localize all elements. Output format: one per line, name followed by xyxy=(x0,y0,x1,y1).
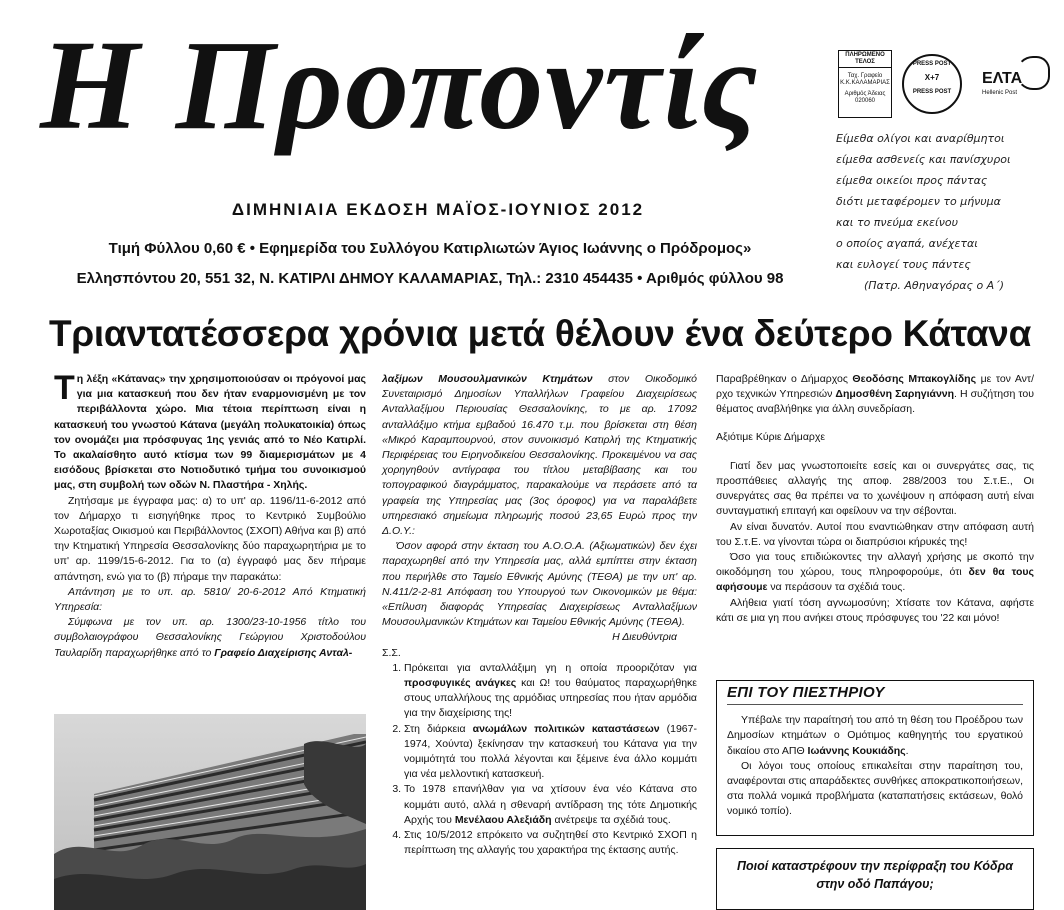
text-span: και Ω! του θαύματος παραχωρήθηκε στους υπαλλήλους της αρμόδιας υπηρεσίας που ήταν αρμόδια για την διαχείρισης της! xyxy=(404,677,697,720)
article-paragraph xyxy=(727,713,1023,759)
elta-logo xyxy=(972,56,1048,106)
bold-span: λαξίμων Μουσουλμανικών Κτημάτων xyxy=(382,373,593,385)
quote-author: (Πατρ. Αθηναγόρας ο Α΄) xyxy=(864,279,1005,292)
article-paragraph xyxy=(54,369,366,494)
address-info-line: Ελλησπόντου 20, 551 32, Ν. ΚΑΤΙΡΛΙ ΔΗΜΟΥ ΚΑΛΑΜΑΡΙΑΣ, Τηλ.: 2310 454435 • Αριθμός φύλλου 98 xyxy=(76,270,784,287)
bold-span: ανωμάλων πολιτικών καταστάσεων xyxy=(472,722,660,735)
quote-line: είμεθα ασθενείς και πανίσχυροι xyxy=(836,153,1011,166)
text-span: ανέτρεψε τα σχέδιά τους. xyxy=(551,813,671,826)
ss-label: Σ.Σ. xyxy=(382,646,401,659)
press-top: PRESS POST xyxy=(912,61,952,67)
patriarch-quote xyxy=(836,128,1046,296)
article-paragraph: Όσον αφορά στην έκταση του Α.Ο.Ο.Α. (Αξιωματικών) δεν έχει παραχωρηθεί από την Υπηρεσία μας, αλλά εμπίπτει στην έκταση που περιήλθε στο Ταμείο Εθνικής Αμύνης (ΤΕΘΑ) με την υπ' αρ. Ν.411/2-2-81 Απόφαση του Υπουργού των Οικονομικών με θέμα: «Επίλυση διαφοράς Υπηρεσίας Διαχειρίσεως Ανταλλαξίμων Μουσουλμανικών Κτημάτων και Ταμείου Εθνικής Αμύνης (ΤΕΘΑ). xyxy=(382,540,697,629)
text-span: . xyxy=(905,744,909,757)
quote-line: ο οποίος αγαπά, ανέχεται xyxy=(836,237,978,250)
quote-line: είμεθα οικείοι προς πάντας xyxy=(836,174,988,187)
drop-cap: Τ xyxy=(54,369,75,407)
teaser-line: στην οδό Παπάγου; xyxy=(816,877,934,891)
article-paragraph: Αλήθεια γιατί τόση αγνωμοσύνη; Χτίσατε τον Κάτανα, αφήστε κάτι σε μια γη που ανήκει στους πρόσφυγες του '22 και μόνο! xyxy=(716,596,1034,624)
bold-span: Θεοδόσης Μπακογλίδης xyxy=(852,373,977,385)
article-paragraph: Ζητήσαμε με έγγραφα μας: α) το υπ' αρ. 1196/11-6-2012 από τον Δήμαρχο τι εισηγήθηκε προς το Κεντρικό Συμβούλιο Χωροταξίας Οικισμού και Περιβάλλοντος (ΣΧΟΠ) Αθήνα και β) από την Κτηματική Υπηρεσία Θεσσαλονίκης δύο παραχωρητήρια με το υπ' αρ. 1199/15-6-2012. Για το (α) έγγραφό μας δεν πήραμε απάντηση, ενώ για το (β) πήραμε την παρακάτω: xyxy=(54,494,366,583)
text-span: Στη διάρκεια xyxy=(404,722,473,735)
salutation: Αξιότιμε Κύριε Δήμαρχε xyxy=(716,430,826,443)
bold-span: Γραφείο Διαχείρισης Ανταλ- xyxy=(214,646,353,659)
list-item: 4. Στις 10/5/2012 επρόκειτο να συζητηθεί στο Κεντρικό ΣΧΟΠ η περίπτωση της αλλαγής του χαρακτήρα της έκτασης αυτής. xyxy=(404,828,697,858)
quote-line: Είμεθα ολίγοι και αναρίθμητοι xyxy=(836,132,1005,145)
bold-span: Μενέλαου Αλεξιάδη xyxy=(454,813,552,826)
paid-title: ΠΛΗΡΩΜΕΝΟ ΤΕΛΟΣ xyxy=(839,51,891,68)
quote-line: και το πνεύμα εκείνου xyxy=(836,216,958,229)
list-item xyxy=(404,722,697,783)
teaser-line: Ποιοί καταστρέφουν την περίφραξη του Κόδρα xyxy=(737,859,1013,873)
article-column-1 xyxy=(54,369,366,661)
text-span: να περάσουν τα σχέδιά τους. xyxy=(767,581,906,594)
article-paragraph xyxy=(716,372,1034,418)
paid-postage-stamp xyxy=(838,50,892,118)
bold-span: προσφυγικές ανάγκες xyxy=(404,677,517,690)
text-span: Πρόκειται για ανταλλάξιμη γη η οποία προοριζόταν για xyxy=(404,661,697,674)
press-post-stamp xyxy=(902,54,962,114)
lead-text: η λέξη «Κάτανας» την χρησιμοποιούσαν οι πρόγονοί μας για μια κατασκευή που δεν ήταν εναρμονισμένη με τον περιβάλλοντα χώρο. Μια τέτοια περίπτωση είναι η κατασκευή του γνωστού Κάτανα (μεγάλη πολυκατοικία) όπως τον ονομάζει μια πρόσφυγας 1ης γενιάς από το Νέο Κατιρλί. Το ακαλαίσθητο αυτό κτίσμα των 99 διαμερισμάτων με 4 εισόδους βρίσκεται στο Νοτιοδυτικό τμήμα του συνοικισμού μας, στη συμβολή των οδών Ν. Πλαστήρα - Χηλής. xyxy=(54,373,366,492)
paid-permit-number: 020060 xyxy=(854,98,876,104)
press-bottom: PRESS POST xyxy=(912,89,952,95)
article-paragraph xyxy=(716,550,1034,596)
text-span: Υπέβαλε την παραίτησή του από τη θέση του Προέδρου των Δημοσίων κτημάτων ο Ομότιμος καθηγητής του εργατικού δικαίου στο ΑΠΘ xyxy=(727,714,1023,757)
press-news-box xyxy=(716,680,1034,836)
katanas-building-photo xyxy=(54,714,366,910)
box-title: ΕΠΙ ΤΟΥ ΠΙΕΣΤΗΡΙΟΥ xyxy=(727,685,1023,705)
article-paragraph: Οι λόγοι τους οποίους επικαλείται στην παραίτηση του, αναφέρονται στις απαράδεκτες συνθήκες αποκρατικοποιήσεων, στα πολλά νομικά προβλήματα (καταπατήσεις εκτάσεων, θολό νομικό τοπίο). xyxy=(727,759,1023,818)
article-paragraph: Αν είναι δυνατόν. Αυτοί που εναντιώθηκαν στην απόφαση αυτή του Σ.τ.Ε. να γίνονται τώρα οι διαπρύσιοι κήρυκές της! xyxy=(716,520,1034,548)
article-paragraph xyxy=(54,615,366,661)
paid-permit-label: Αριθμός Άδειας xyxy=(844,91,886,97)
signature: Η Διευθύντρια xyxy=(612,631,677,644)
bold-span: δεν θα τους αφήσουμε xyxy=(716,566,1034,594)
main-headline: Τριαντατέσσερα χρόνια μετά θέλουν ένα δεύτερο Κάτανα xyxy=(48,313,1032,354)
paid-office: Ταχ. Γραφείο Κ.Κ.ΚΑΛΑΜΑΡΙΑΣ xyxy=(840,73,890,86)
notes-list xyxy=(382,661,697,859)
text-span: Σύμφωνα με τον υπ. αρ. 1300/23-10-1956 τίτλο του συμβολαιογράφου Θεσσαλονίκης Γεώργιου Χριστοδούλου Ταυλαρίδη παραχωρήθηκε από το xyxy=(54,616,366,659)
list-item xyxy=(404,661,697,722)
text-span: (1967-1974, Χούντα) ξεκίνησαν την κατασκευή του Κάτανα για την νομιμότητά του πολλά λέγονται και ξέμεινε ένα άλλο κομμάτι για νέα μελλοντική κατασκευή. xyxy=(404,722,697,781)
article-paragraph: Απάντηση με το υπ. αρ. 5810/ 20-6-2012 Από Κτηματική Υπηρεσία: xyxy=(54,585,366,614)
bold-span: Ιωάννης Κουκιάδης xyxy=(807,744,906,757)
quote-line: και ευλογεί τους πάντες xyxy=(836,258,971,271)
article-column-2 xyxy=(382,372,697,859)
edition-line: ΔΙΜΗΝΙΑΙΑ ΕΚΔΟΣΗ ΜΑΪΟΣ-ΙΟΥΝΙΟΣ 2012 xyxy=(231,200,645,219)
bold-span: Δημοσθένη Σαρηγιάννη xyxy=(835,388,955,401)
kodra-teaser-box xyxy=(716,848,1034,910)
article-column-3 xyxy=(716,372,1034,626)
list-item xyxy=(404,782,697,828)
elta-name: ΕΛΤΑ xyxy=(982,70,1023,87)
text-span: στον Οικοδομικό Συνεταιρισμό Δημοσίων Υπαλλήλων Γραφείου Διαχειρίσεως Ανταλλαξίμου Περιουσίας Θεσσαλονίκης, το με αρ. 17092 ανταλλάξιμο κτήμα εμβαδού 16.470 τ.μ. που βρίσκεται στη θέση «Μικρό Καραμπουρνού, στον συνοικισμό Κατιρλή της Κτηματικής Περιφέρειας του Ειρηνοδικείου Θεσσαλονίκης. Προκειμένου να σας χορηγηθούν αντίγραφα του τίτλου μεταβίβασης και του τοπογραφικού διαγράμματος, παρακαλούμε να περάσετε από τα γραφεία της Υπηρεσίας μας (3ος όροφος) για να παραλάβετε υπηρεσιακό σημείωμα πληρωμής ποσού 23,65 Ευρώ προς την Δ.Ο.Υ.: xyxy=(382,373,698,538)
text-span: Παραβρέθηκαν ο Δήμαρχος xyxy=(716,373,853,385)
text-span: Όσο για τους επιδιώκοντες την αλλαγή χρήσης με σκοπό την οικοδόμηση του χώρου, τους πληροφορούμε, ότι xyxy=(716,551,1034,579)
text-span: . Η συζήτηση του θέματος αναβλήθηκε για άλλη συνεδρίαση. xyxy=(716,388,1034,416)
press-mid: Χ+7 xyxy=(924,73,940,82)
postal-stamps xyxy=(838,50,1048,126)
text-span: Το 1978 επανήλθαν για να χτίσουν ένα νέο Κάτανα στο κομμάτι αυτό, αλλά η σθεναρή αντίδραση της τότε Δημοτικής Αρχής του xyxy=(404,783,697,826)
article-paragraph xyxy=(382,372,697,539)
newspaper-masthead: Η Προποντίς xyxy=(40,14,760,156)
quote-line: διότι μεταφέρομεν το μήνυμα xyxy=(836,195,1001,208)
price-info-line: Τιμή Φύλλου 0,60 € • Εφημερίδα του Συλλόγου Κατιρλιωτών Άγιος Ιωάννης ο Πρόδρομος» xyxy=(108,240,752,257)
text-span: με τον Αντ/ρχο τεχνικών Υπηρεσιών xyxy=(716,373,1034,401)
article-paragraph: Γιατί δεν μας γνωστοποιείτε εσείς και οι συνεργάτες σας, τις προσπάθειες αλλαγής της αποφ. 288/2003 του Σ.τ.Ε., Οι συνεργάτες σας θα πρέπει να το χωνέψουν η απόφαση αυτή είναι συνταγματική επιταγή και οφείλουν να την σέβονται. xyxy=(716,459,1034,518)
elta-sub: Hellenic Post xyxy=(982,90,1018,96)
